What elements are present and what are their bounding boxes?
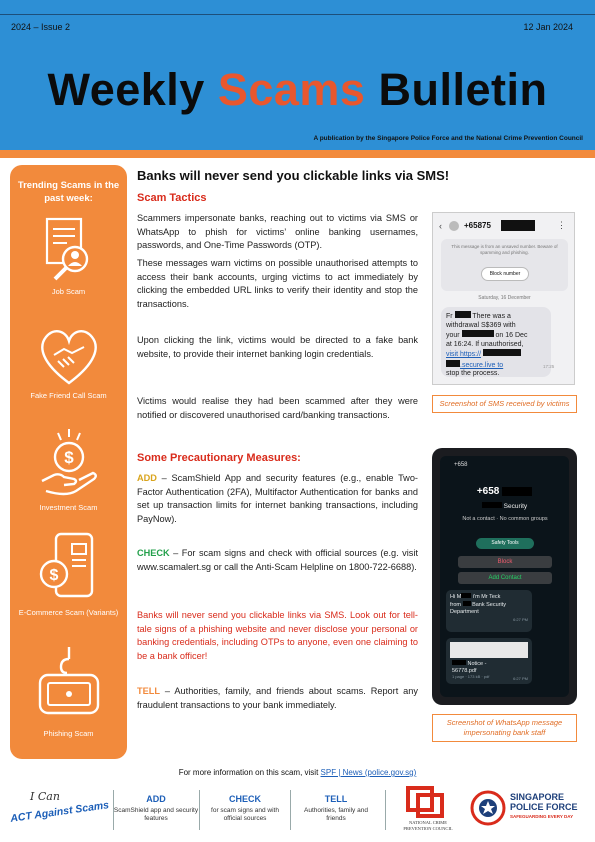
sms-caption: Screenshot of SMS received by victims xyxy=(432,395,577,413)
back-arrow-icon: ‹ xyxy=(439,221,442,231)
spf-name xyxy=(510,792,578,812)
check-text: – For scam signs and check with official sources (e.g. visit www.scamalert.sg or call the Anti-Scam Helpline on 1800-722-6688). xyxy=(137,548,418,572)
scam-tactics-title: Scam Tactics xyxy=(137,192,207,204)
doc-line: Notice - xyxy=(452,660,486,668)
sms-line: Fr There was a xyxy=(446,313,511,320)
block-number-button[interactable]: Block number xyxy=(481,267,529,281)
footer-divider xyxy=(290,790,291,830)
safety-tools-button[interactable]: Safety Tools xyxy=(476,538,534,549)
spf-logo xyxy=(470,786,588,836)
doc-time: 6:27 PM xyxy=(513,676,528,681)
whatsapp-caption: Screenshot of WhatsApp message impersonating bank staff xyxy=(432,714,577,742)
wa-contact-title: Security xyxy=(440,502,569,510)
ncpc-logo xyxy=(396,786,460,836)
measure-tell xyxy=(137,685,418,712)
footer-check-title: CHECK xyxy=(228,794,261,804)
logo-line1: I Can xyxy=(30,790,60,803)
footer-check xyxy=(202,794,288,823)
publisher-line: A publication by the Singapore Police Force and the National Crime Prevention Council xyxy=(313,135,583,142)
avatar xyxy=(449,221,459,231)
sms-day: Saturday, 16 December xyxy=(478,295,531,301)
ncpc-emblem-icon xyxy=(406,786,444,818)
tactics-paragraph: Upon clicking the link, victims would be directed to a fake bank website, to provide their internet banking login credentials. xyxy=(137,335,418,359)
sms-sender: +65875 xyxy=(464,221,491,230)
whatsapp-screenshot xyxy=(432,448,577,705)
spf-line1: SINGAPORE xyxy=(510,792,565,802)
sidebar-item-phishing xyxy=(10,645,127,739)
footer-tell-desc: Authorities, family and friends xyxy=(304,807,368,822)
tactics-paragraph: These messages warn victims on possible unauthorised attempts to access their bank accounts, urging victims to act immediately by clicking the embedded URL links to verify their identity and stop the transactions. xyxy=(137,258,418,309)
header-divider xyxy=(0,14,595,15)
sidebar-label: Investment Scam xyxy=(39,503,98,512)
sms-line: your on 16 Dec xyxy=(446,332,528,339)
sms-line: stop the process. xyxy=(446,370,500,377)
wa-screen xyxy=(440,456,569,697)
footer-add-title: ADD xyxy=(146,794,166,804)
bulletin-header xyxy=(0,0,595,150)
issue-date: 12 Jan 2024 xyxy=(523,22,573,32)
doc-name xyxy=(452,660,486,674)
logo-line2: ACT Against Scams xyxy=(9,799,110,825)
wa-contact-number: +658 xyxy=(440,486,569,497)
wa-line: from Bank Security xyxy=(450,602,506,608)
sidebar-item-ecommerce xyxy=(10,530,127,618)
wa-document-bubble[interactable] xyxy=(446,638,532,684)
sms-screenshot xyxy=(432,212,575,385)
wa-message-bubble xyxy=(446,590,532,632)
doc-line: 56778.pdf xyxy=(452,667,477,674)
spf-line2: POLICE FORCE xyxy=(510,802,578,812)
sms-bubble xyxy=(441,307,551,377)
sms-time: 17:25 xyxy=(543,364,555,369)
more-info-line xyxy=(0,768,595,777)
svg-text:$: $ xyxy=(63,448,74,467)
footer-add xyxy=(113,794,199,823)
sidebar-label: Phishing Scam xyxy=(43,729,94,738)
footer-divider xyxy=(385,790,386,830)
wa-contact-note: Not a contact · No common groups xyxy=(462,516,548,522)
title-word-scams: Scams xyxy=(217,64,366,115)
phone-dollar-icon xyxy=(36,530,102,604)
more-icon: ⋮ xyxy=(557,220,566,230)
title-word-bulletin: Bulletin xyxy=(378,64,548,115)
bulletin-title xyxy=(0,64,595,116)
sidebar-item-fake-friend xyxy=(10,325,127,401)
wa-top-number: +658 xyxy=(454,462,468,468)
sidebar-label: Job Scam xyxy=(51,287,86,296)
doc-meta: 1 page · 173 kB · pdf xyxy=(452,674,490,679)
issue-number: 2024 – Issue 2 xyxy=(11,22,71,32)
check-keyword: CHECK xyxy=(137,548,170,558)
footer-divider xyxy=(199,790,200,830)
phone-hook-icon xyxy=(34,645,104,725)
wa-line: Hi M i'm Mr Teck xyxy=(450,594,501,600)
add-text: – ScamShield App and security features (e.g., enable Two-Factor Authentication (2FA), Multifactor Authentication for banks and set up transaction limits for internet banking transactions, including PayNow). xyxy=(137,473,418,524)
handshake-heart-icon xyxy=(36,325,102,387)
footer-tell-title: TELL xyxy=(324,794,348,804)
footer-add-desc: ScamShield app and security features xyxy=(113,807,199,822)
sms-notice: This message is from an unsaved number. Beware of spamming and phishing. xyxy=(451,244,558,255)
block-button[interactable]: Block xyxy=(458,556,552,568)
sms-line: withdrawal S$369 with xyxy=(446,321,516,329)
measure-add xyxy=(137,472,418,526)
sms-notice-card xyxy=(441,239,568,291)
main-headline: Banks will never send you clickable links via SMS! xyxy=(137,168,450,183)
title-word-weekly: Weekly xyxy=(47,64,205,115)
footer-tell xyxy=(296,794,376,823)
spf-news-link[interactable]: SPF | News (police.gov.sg) xyxy=(320,768,417,777)
document-magnifier-icon xyxy=(37,215,101,283)
sms-link-line[interactable]: .secure.live to xyxy=(446,360,546,371)
footer-check-desc: for scam signs and with official sources xyxy=(211,807,279,822)
sidebar-label: Fake Friend Call Scam xyxy=(30,391,107,400)
measure-check xyxy=(137,547,418,574)
sms-line: at 16:24. If unauthorised, xyxy=(446,340,524,348)
spf-crest-icon xyxy=(470,788,506,828)
spf-tagline: SAFEGUARDING EVERY DAY xyxy=(510,814,574,819)
tactics-paragraph: Victims would realise they had been scammed after they were notified or discovered unauthorised card/banking transactions. xyxy=(137,396,418,420)
tell-text: – Authorities, family, and friends about scams. Report any fraudulent transactions to your bank immediately. xyxy=(137,686,418,710)
sms-link-line[interactable]: visit https:// xyxy=(446,349,546,360)
sidebar-title: Trending Scams in the past week: xyxy=(17,180,120,204)
precautionary-measures-title: Some Precautionary Measures: xyxy=(137,452,301,464)
add-contact-button[interactable]: Add Contact xyxy=(458,572,552,584)
redaction-box xyxy=(501,220,535,231)
header-orange-bar xyxy=(0,150,595,158)
act-against-scams-logo xyxy=(8,788,113,832)
wa-line: Department xyxy=(450,609,479,615)
add-keyword: ADD xyxy=(137,473,157,483)
document-preview xyxy=(450,642,528,658)
tactics-paragraph: Scammers impersonate banks, reaching out to victims via SMS or WhatsApp to phish for victims’ online banking usernames, passwords, and One-Time Passwords (OTP). xyxy=(137,213,418,250)
footer xyxy=(0,780,595,842)
sidebar-label: E-Commerce Scam (Variants) xyxy=(18,608,119,617)
bank-warning: Banks will never send you clickable links via SMS. Look out for tell-tale signs of a phishing website and never disclose your personal or banking credentials, including OTPs to anyone, even one claiming to be a bank officer! xyxy=(137,610,418,661)
sidebar-item-job-scam xyxy=(10,215,127,297)
trending-scams-sidebar xyxy=(10,165,127,759)
wa-time: 6:27 PM xyxy=(513,617,528,622)
more-info-text: For more information on this scam, visit xyxy=(178,768,321,777)
sidebar-item-investment xyxy=(10,427,127,513)
tell-keyword: TELL xyxy=(137,686,160,696)
ncpc-text: NATIONAL CRIME PREVENTION COUNCIL xyxy=(403,820,453,831)
hand-coin-icon xyxy=(38,427,100,499)
svg-text:$: $ xyxy=(49,567,58,584)
